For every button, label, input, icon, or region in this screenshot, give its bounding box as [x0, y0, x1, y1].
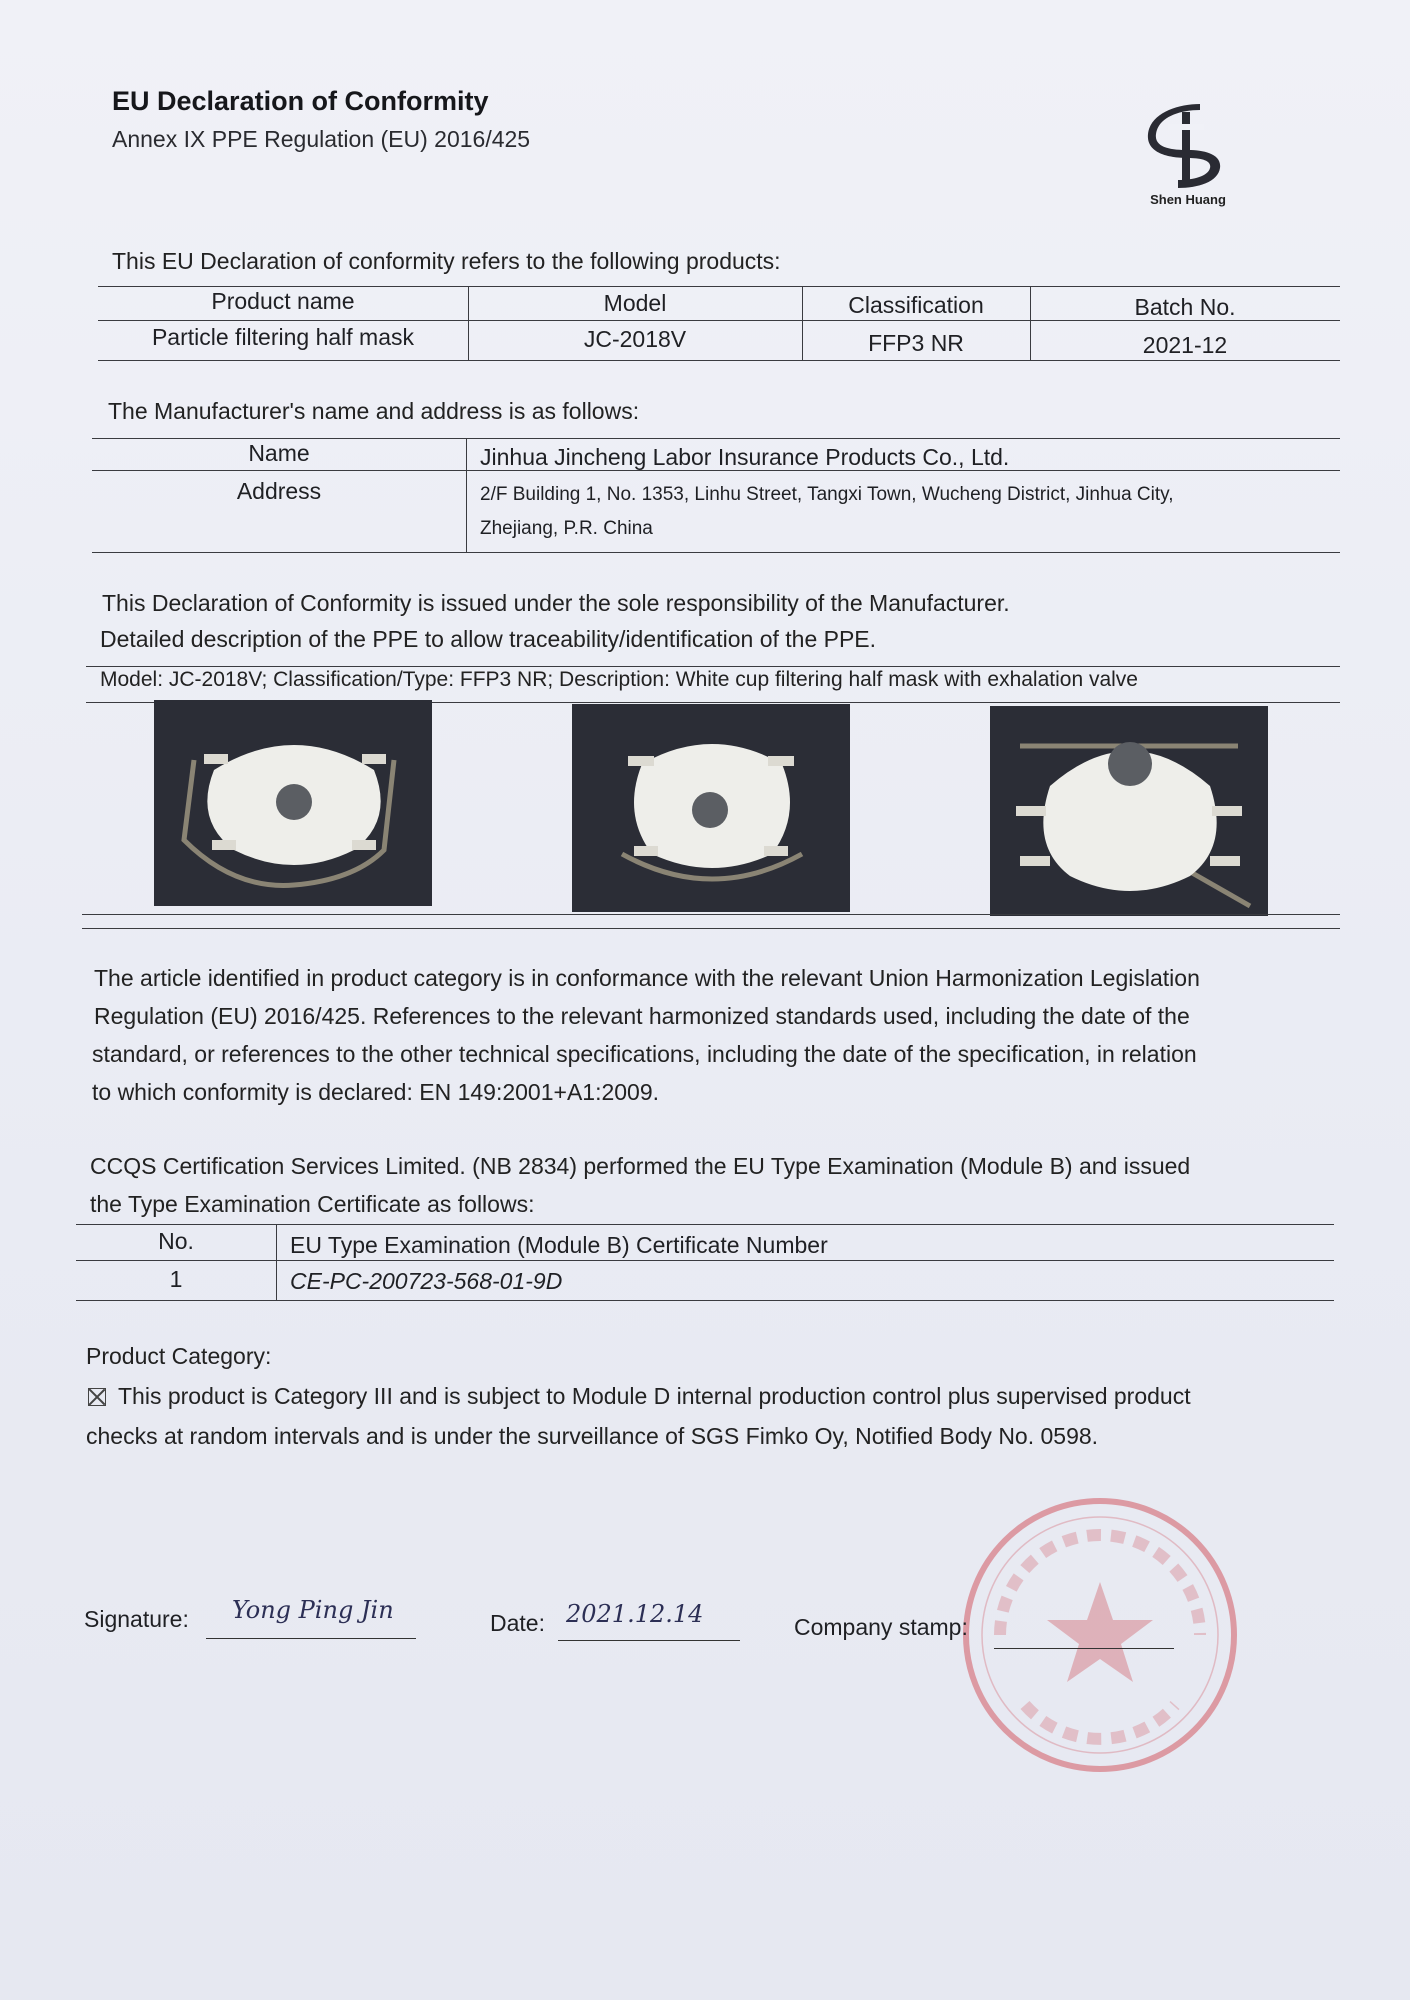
product-name-value: Particle filtering half mask: [151, 324, 415, 350]
date-label: Date:: [490, 1610, 545, 1636]
name-label: Name: [248, 440, 310, 466]
cert-row-no: 1: [169, 1266, 183, 1292]
divider: [82, 928, 1340, 929]
product-category-label: Product Category:: [86, 1343, 272, 1369]
mask-front-photo: [154, 700, 432, 906]
divider: [92, 438, 1340, 439]
shen-huang-logo-icon: [1138, 104, 1238, 194]
handwritten-signature: Yong Ping Jin: [232, 1596, 394, 1624]
cert-col-no: No.: [158, 1228, 194, 1254]
manufacturer-name: Jinhua Jincheng Labor Insurance Products Co., Ltd.: [480, 444, 1010, 470]
divider: [276, 1224, 277, 1300]
company-logo: [1138, 104, 1238, 214]
date-line: [558, 1640, 740, 1641]
signature-line: [206, 1638, 416, 1639]
responsibility-statement: This Declaration of Conformity is issued under the sole responsibility of the Manufacturer.: [102, 590, 1010, 616]
certificate-number: CE-PC-200723-568-01-9D: [290, 1268, 563, 1294]
cert-col-number: EU Type Examination (Module B) Certificate Number: [290, 1232, 828, 1258]
conformance-line-2: Regulation (EU) 2016/425. References to the relevant harmonized standards used, including the date of the: [94, 1003, 1190, 1029]
divider: [76, 1260, 1334, 1261]
divider: [466, 438, 467, 552]
col-header-product-name: Product name: [211, 288, 355, 314]
batch-no-value: 2021-12: [1142, 332, 1228, 358]
conformance-line-1: The article identified in product category is in conformance with the relevant Union Harmonization Legislation: [94, 965, 1200, 991]
category-line-1: [88, 1378, 1191, 1415]
category-line-2: checks at random intervals and is under the surveillance of SGS Fimko Oy, Notified Body No. 0598.: [86, 1423, 1099, 1449]
company-stamp-label: Company stamp:: [794, 1614, 968, 1640]
document-title: EU Declaration of Conformity: [112, 86, 489, 116]
conformance-line-3: standard, or references to the other technical specifications, including the date of the specification, in relation: [92, 1041, 1197, 1067]
traceability-statement: Detailed description of the PPE to allow traceability/identification of the PPE.: [100, 626, 877, 652]
divider: [76, 1300, 1334, 1301]
col-header-model: Model: [603, 290, 667, 316]
col-header-batch-no: Batch No.: [1134, 294, 1236, 320]
col-header-classification: Classification: [848, 292, 984, 318]
divider: [76, 1224, 1334, 1225]
address-line-1: 2/F Building 1, No. 1353, Linhu Street, Tangxi Town, Wucheng District, Jinhua City,: [480, 484, 1174, 505]
mask-angled-photo: [572, 704, 850, 912]
address-line-2: Zhejiang, P.R. China: [480, 518, 653, 539]
stamp-line: [994, 1648, 1174, 1649]
model-description: Model: JC-2018V; Classification/Type: FFP3 NR; Description: White cup filtering half mask with exhalation valve: [100, 668, 1138, 691]
conformance-line-4: to which conformity is declared: EN 149:2001+A1:2009.: [92, 1079, 660, 1105]
mask-inside-photo: [990, 706, 1268, 916]
manufacturer-intro: The Manufacturer's name and address is as follows:: [108, 398, 640, 424]
model-value: JC-2018V: [583, 326, 687, 352]
certification-line-1: CCQS Certification Services Limited. (NB 2834) performed the EU Type Examination (Module B) and issued: [90, 1153, 1191, 1179]
products-intro: This EU Declaration of conformity refers to the following products:: [112, 248, 781, 274]
divider: [92, 552, 1340, 553]
document-subtitle: Annex IX PPE Regulation (EU) 2016/425: [112, 126, 531, 152]
address-label: Address: [236, 478, 322, 504]
divider: [98, 286, 1340, 287]
divider: [82, 914, 1340, 915]
divider: [86, 666, 1340, 667]
divider: [98, 360, 1340, 361]
certification-line-2: the Type Examination Certificate as follows:: [90, 1191, 535, 1217]
category-text-1: This product is Category III and is subject to Module D internal production control plus supervised product: [118, 1383, 1191, 1409]
classification-value: FFP3 NR: [868, 330, 964, 356]
logo-label: Shen Huang: [1150, 192, 1226, 207]
checked-box-icon: [88, 1388, 106, 1406]
signature-label: Signature:: [84, 1606, 189, 1632]
company-stamp-seal: [955, 1490, 1245, 1780]
handwritten-date: 2021.12.14: [566, 1600, 704, 1628]
